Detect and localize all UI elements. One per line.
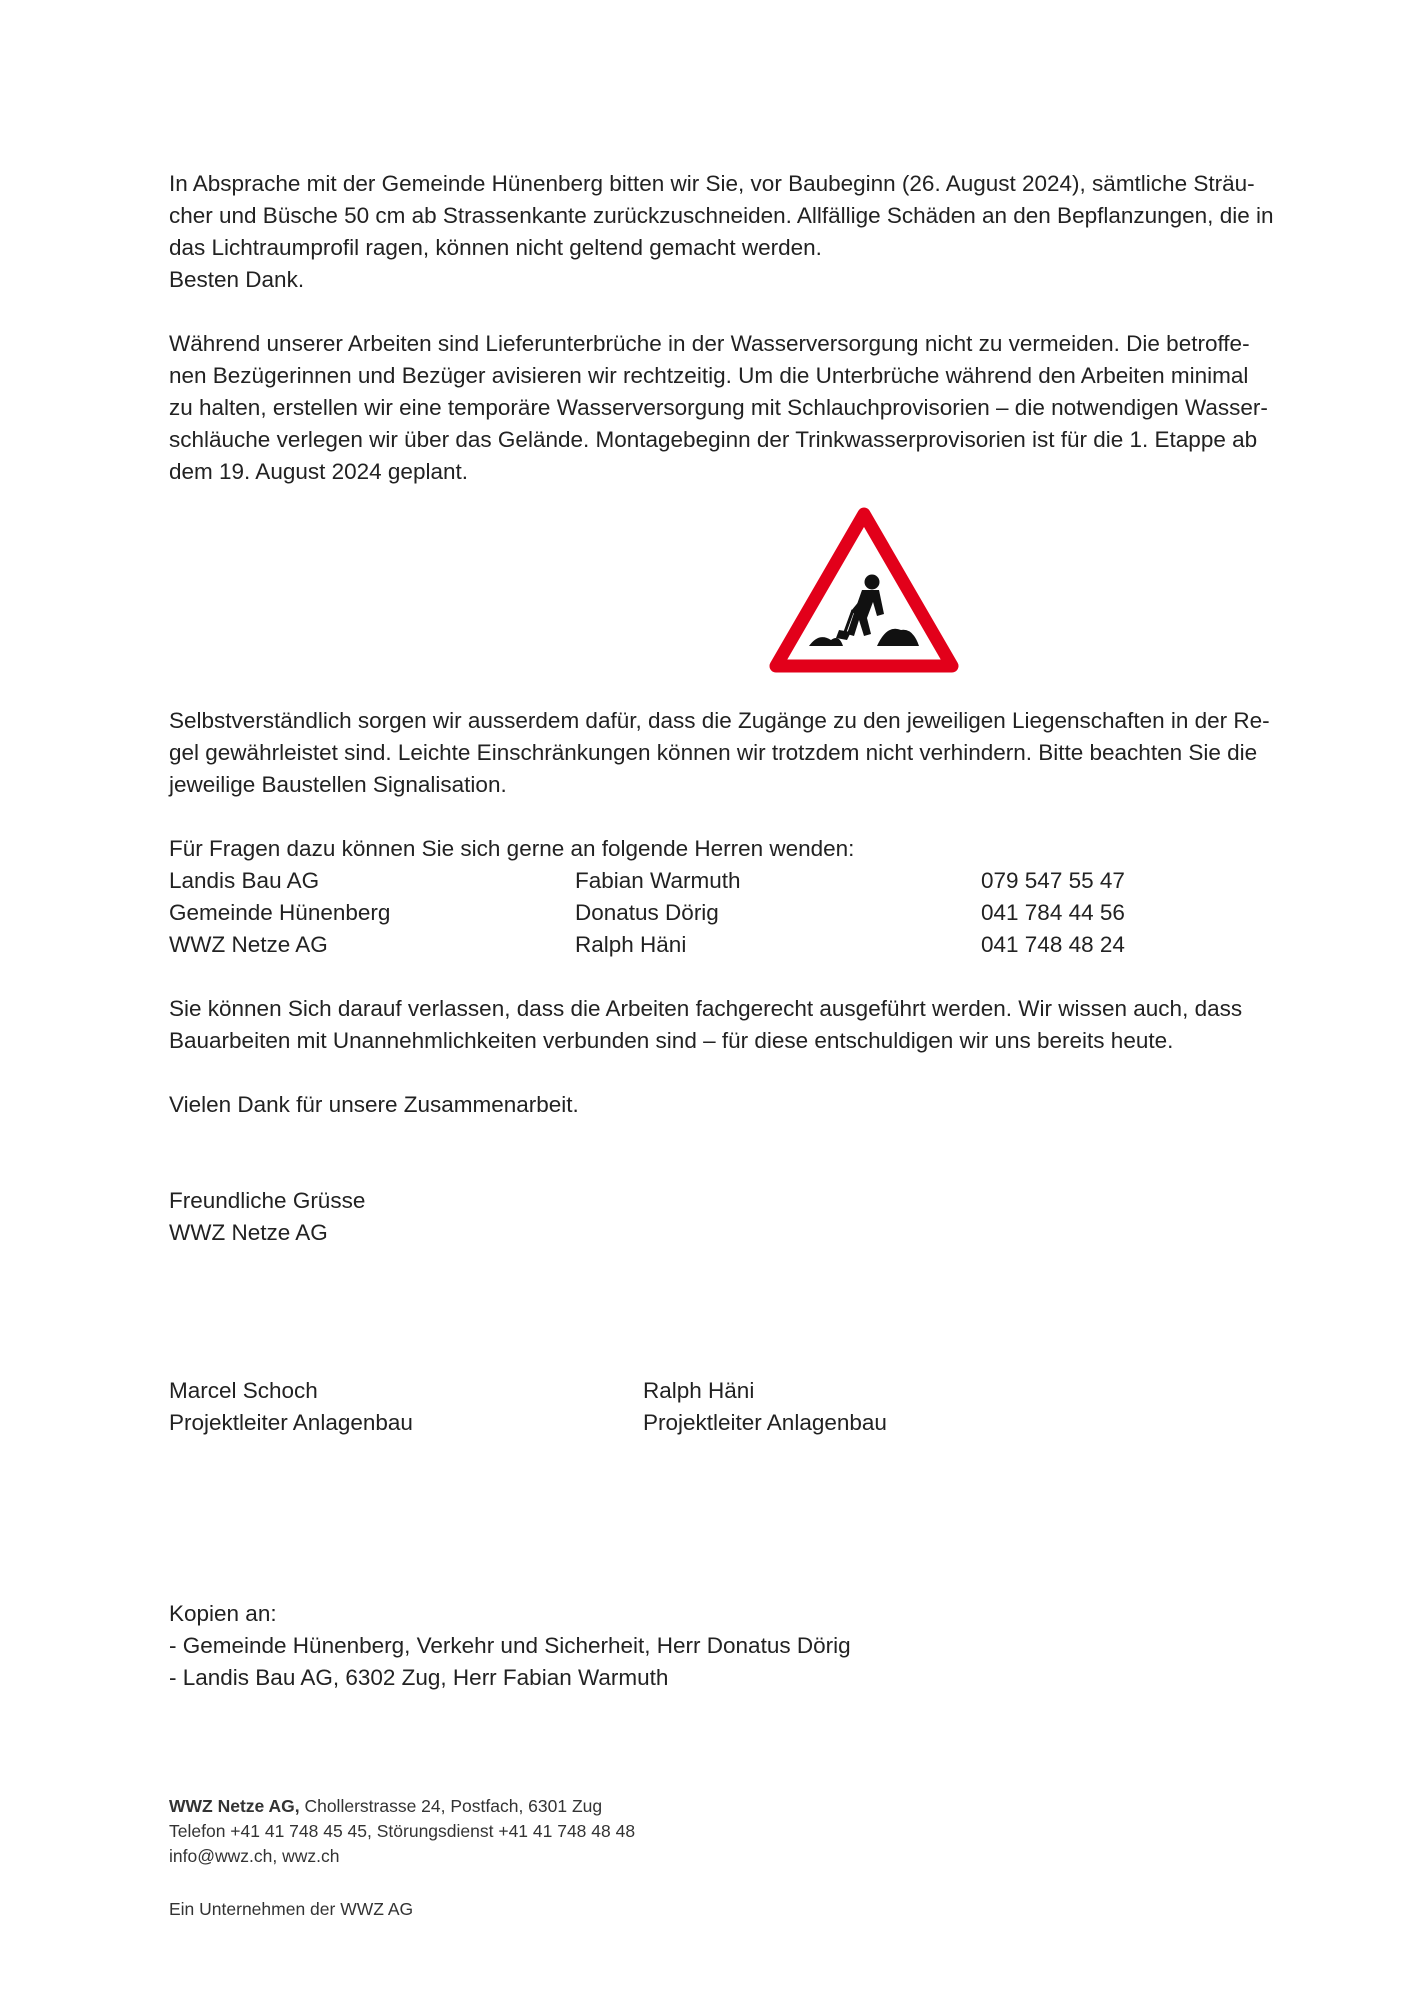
paragraph-line: cher und Büsche 50 cm ab Strassenkante zurückzuschneiden. Allfällige Schäden an den Bepflanzungen, die in	[169, 203, 1274, 228]
paragraph-line: In Absprache mit der Gemeinde Hünenberg bitten wir Sie, vor Baubeginn (26. August 2024), sämtliche Sträu-	[169, 171, 1255, 196]
paragraph-line: zu halten, erstellen wir eine temporäre Wasserversorgung mit Schlauchprovisorien – die notwendigen Wasser-	[169, 395, 1268, 420]
closing-line: WWZ Netze AG	[169, 1220, 328, 1245]
thanks-paragraph	[169, 1089, 1289, 1121]
roadworks-warning-sign-icon	[769, 506, 959, 676]
signatory-role: Projektleiter Anlagenbau	[643, 1410, 887, 1435]
contact-name: Fabian Warmuth	[575, 868, 741, 893]
paragraph-line: nen Bezügerinnen und Bezüger avisieren wir rechtzeitig. Um die Unterbrüche während den Arbeiten minimal	[169, 363, 1249, 388]
assurance-paragraph	[169, 993, 1289, 1057]
footer-group-text: Ein Unternehmen der WWZ AG	[169, 1899, 414, 1919]
closing-line: Freundliche Grüsse	[169, 1188, 366, 1213]
contact-phone: 041 784 44 56	[981, 900, 1125, 925]
footer-phone: Telefon +41 41 748 45 45, Störungsdienst +41 41 748 48 48	[169, 1821, 636, 1841]
paragraph-line: jeweilige Baustellen Signalisation.	[169, 772, 507, 797]
footer-street: Chollerstrasse 24, Postfach, 6301 Zug	[299, 1796, 603, 1816]
footer-group-note	[169, 1897, 413, 1922]
closing-greeting	[169, 1185, 1289, 1249]
contacts-table	[169, 865, 1289, 961]
paragraph-line: Besten Dank.	[169, 267, 305, 292]
access-paragraph	[169, 705, 1289, 801]
pruning-request-paragraph	[169, 168, 1289, 296]
copies-list	[169, 1598, 1289, 1694]
contacts-intro	[169, 833, 1289, 865]
paragraph-line: schläuche verlegen wir über das Gelände. Montagebeginn der Trinkwasserprovisorien ist für die 1. Etappe ab	[169, 427, 1258, 452]
contact-row	[169, 865, 1289, 897]
paragraph-line: gel gewährleistet sind. Leichte Einschränkungen können wir trotzdem nicht verhindern. Bitte beachten Sie die	[169, 740, 1258, 765]
water-supply-paragraph	[169, 328, 1289, 488]
paragraph-line: Selbstverständlich sorgen wir ausserdem dafür, dass die Zugänge zu den jeweiligen Liegenschaften in der Re-	[169, 708, 1270, 733]
copies-item: - Landis Bau AG, 6302 Zug, Herr Fabian Warmuth	[169, 1665, 669, 1690]
contacts-intro-text: Für Fragen dazu können Sie sich gerne an folgende Herren wenden:	[169, 836, 855, 861]
paragraph-line: Während unserer Arbeiten sind Lieferunterbrüche in der Wasserversorgung nicht zu vermeiden. Die betroffe-	[169, 331, 1250, 356]
contact-phone: 041 748 48 24	[981, 932, 1125, 957]
footer-company: WWZ Netze AG,	[169, 1796, 300, 1816]
contact-row	[169, 929, 1289, 961]
paragraph-line: Vielen Dank für unsere Zusammenarbeit.	[169, 1092, 579, 1117]
signatory-name: Ralph Häni	[643, 1378, 755, 1403]
paragraph-line: Bauarbeiten mit Unannehmlichkeiten verbunden sind – für diese entschuldigen wir uns bereits heute.	[169, 1028, 1174, 1053]
signatory-block	[643, 1375, 887, 1439]
footer-address	[169, 1794, 635, 1869]
contact-org: Gemeinde Hünenberg	[169, 900, 391, 925]
paragraph-line: dem 19. August 2024 geplant.	[169, 459, 468, 484]
contact-name: Ralph Häni	[575, 932, 687, 957]
contact-name: Donatus Dörig	[575, 900, 719, 925]
footer-web: info@wwz.ch, wwz.ch	[169, 1846, 340, 1866]
signatory-name: Marcel Schoch	[169, 1378, 318, 1403]
contact-row	[169, 897, 1289, 929]
paragraph-line: das Lichtraumprofil ragen, können nicht geltend gemacht werden.	[169, 235, 822, 260]
copies-heading: Kopien an:	[169, 1601, 277, 1626]
signatory-role: Projektleiter Anlagenbau	[169, 1410, 413, 1435]
contact-org: Landis Bau AG	[169, 868, 320, 893]
contact-phone: 079 547 55 47	[981, 868, 1125, 893]
paragraph-line: Sie können Sich darauf verlassen, dass die Arbeiten fachgerecht ausgeführt werden. Wir wissen auch, dass	[169, 996, 1243, 1021]
contact-org: WWZ Netze AG	[169, 932, 328, 957]
signatory-block	[169, 1375, 413, 1439]
copies-item: - Gemeinde Hünenberg, Verkehr und Sicherheit, Herr Donatus Dörig	[169, 1633, 851, 1658]
